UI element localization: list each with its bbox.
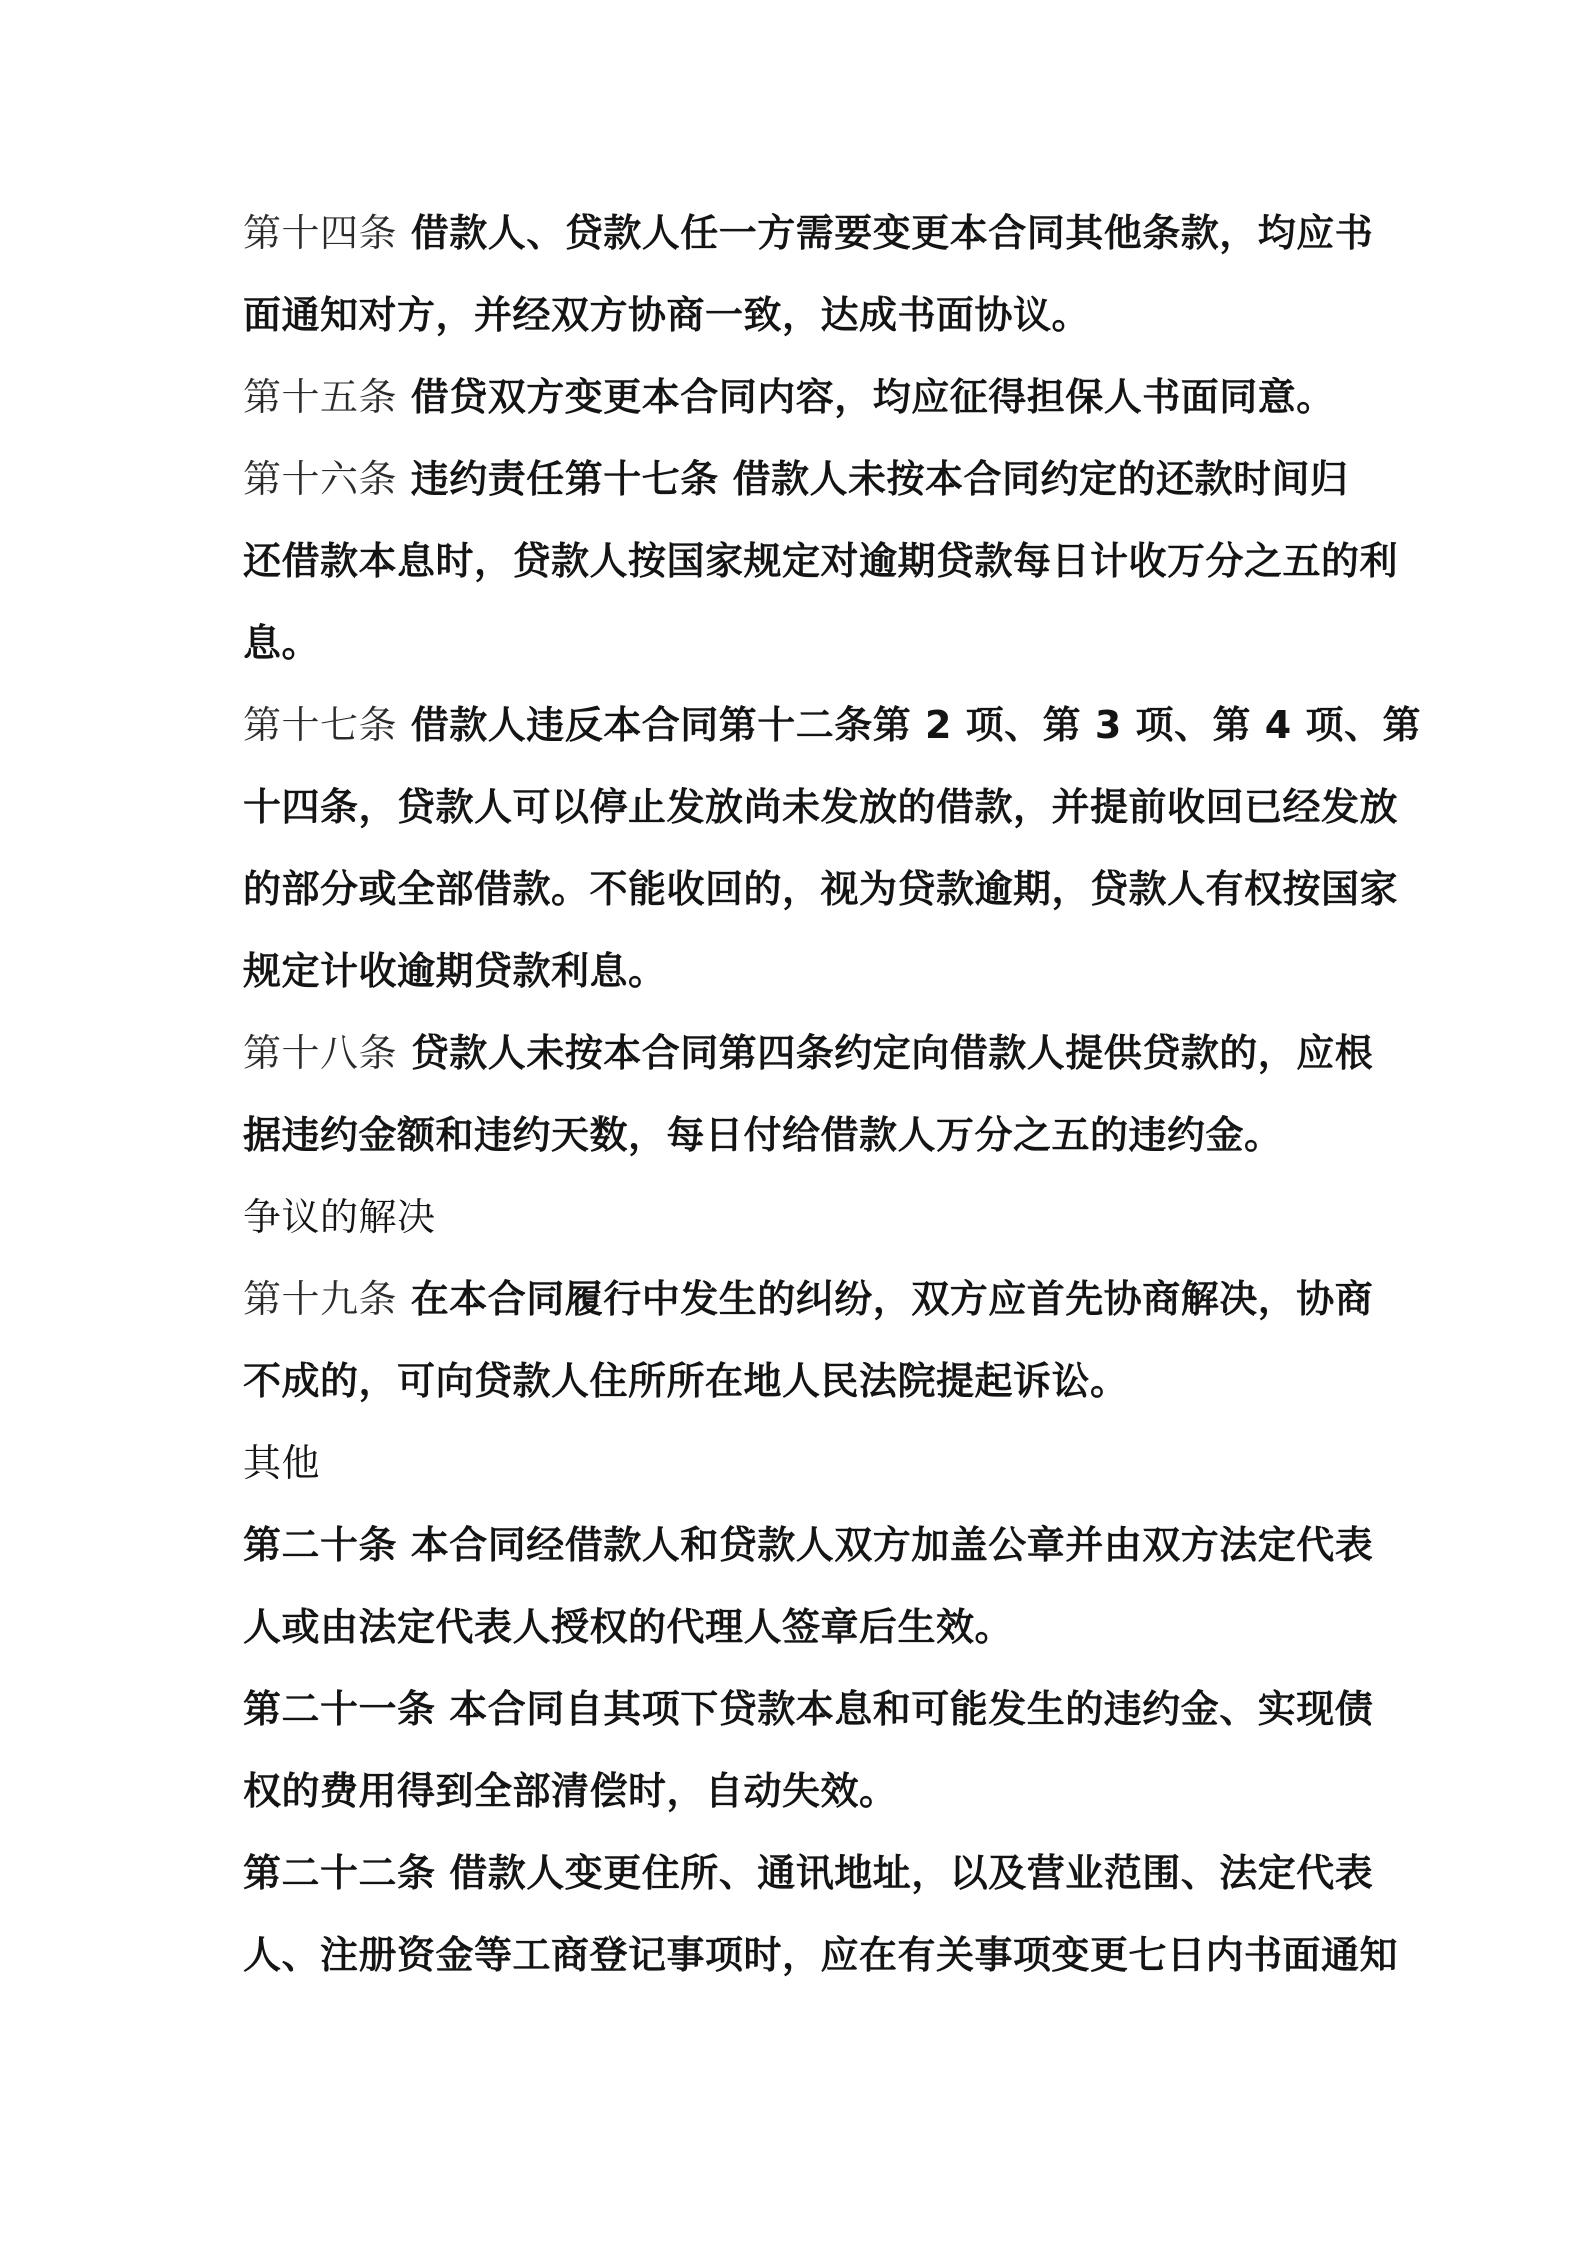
article-text: 借贷双方变更本合同内容，均应征得担保人书面同意。 (397, 375, 1335, 419)
text-line-9 (243, 848, 1399, 930)
article-text: 规定计收逾期贷款利息。 (243, 949, 667, 993)
text-line-21 (243, 1832, 1374, 1914)
article-number: 第二十一条 (243, 1687, 436, 1731)
section-heading-other (243, 1422, 1363, 1504)
text-line-6 (243, 602, 1363, 684)
text-line-1 (243, 192, 1374, 274)
article-number: 第二十条 (243, 1523, 398, 1567)
article-text: 十四条，贷款人可以停止发放尚未发放的借款，并提前收回已经发放 (243, 785, 1399, 829)
article-number: 第十九条 (243, 1277, 398, 1321)
article-text: 借款人变更住所、通讯地址，以及营业范围、法定代表 (435, 1851, 1374, 1895)
article-number: 第十四条 (243, 211, 398, 255)
article-number: 第十五条 (243, 375, 398, 419)
article-text: 不成的，可向贷款人住所所在地人民法院提起诉讼。 (243, 1359, 1129, 1403)
article-text: 人或由法定代表人授权的代理人签章后生效。 (243, 1605, 1014, 1649)
section-heading: 其他 (243, 1441, 321, 1485)
article-text: 借款人违反本合同第十二条第 2 项、第 3 项、第 4 项、第 (397, 703, 1421, 747)
article-text: 息。 (243, 621, 321, 665)
article-text: 贷款人未按本合同第四条约定向借款人提供贷款的，应根 (397, 1031, 1374, 1075)
text-line-4 (243, 438, 1363, 520)
article-number: 第十七条 (243, 703, 398, 747)
text-line-2 (243, 274, 1363, 356)
text-line-10 (243, 930, 1363, 1012)
text-line-20 (243, 1750, 1363, 1832)
text-line-22 (243, 1914, 1399, 1996)
text-line-18 (243, 1586, 1363, 1668)
section-heading: 争议的解决 (243, 1195, 436, 1239)
text-line-17 (243, 1504, 1374, 1586)
article-number: 第十六条 (243, 457, 398, 501)
section-heading-dispute (243, 1176, 1363, 1258)
article-text: 面通知对方，并经双方协商一致，达成书面协议。 (243, 293, 1091, 337)
article-text: 人、注册资金等工商登记事项时，应在有关事项变更七日内书面通知 (243, 1933, 1399, 1977)
text-line-15 (243, 1340, 1363, 1422)
article-text: 违约责任第十七条 借款人未按本合同约定的还款时间归 (397, 457, 1349, 501)
article-text: 本合同自其项下贷款本息和可能发生的违约金、实现债 (435, 1687, 1374, 1731)
text-line-3 (243, 356, 1363, 438)
text-line-14 (243, 1258, 1374, 1340)
article-number: 第十八条 (243, 1031, 398, 1075)
article-text: 在本合同履行中发生的纠纷，双方应首先协商解决，协商 (397, 1277, 1374, 1321)
text-line-11 (243, 1012, 1374, 1094)
text-line-7 (243, 684, 1421, 766)
text-line-8 (243, 766, 1399, 848)
article-text: 据违约金额和违约天数，每日付给借款人万分之五的违约金。 (243, 1113, 1283, 1157)
article-text: 还借款本息时，贷款人按国家规定对逾期贷款每日计收万分之五的利 (243, 539, 1399, 583)
text-line-19 (243, 1668, 1374, 1750)
article-text: 的部分或全部借款。不能收回的，视为贷款逾期，贷款人有权按国家 (243, 867, 1399, 911)
article-text: 借款人、贷款人任一方需要变更本合同其他条款，均应书 (397, 211, 1374, 255)
text-line-5 (243, 520, 1399, 602)
contract-text-body (243, 192, 1421, 1996)
text-line-12 (243, 1094, 1363, 1176)
article-number: 第二十二条 (243, 1851, 436, 1895)
article-text: 本合同经借款人和贷款人双方加盖公章并由双方法定代表 (397, 1523, 1374, 1567)
article-text: 权的费用得到全部清偿时，自动失效。 (243, 1769, 898, 1813)
